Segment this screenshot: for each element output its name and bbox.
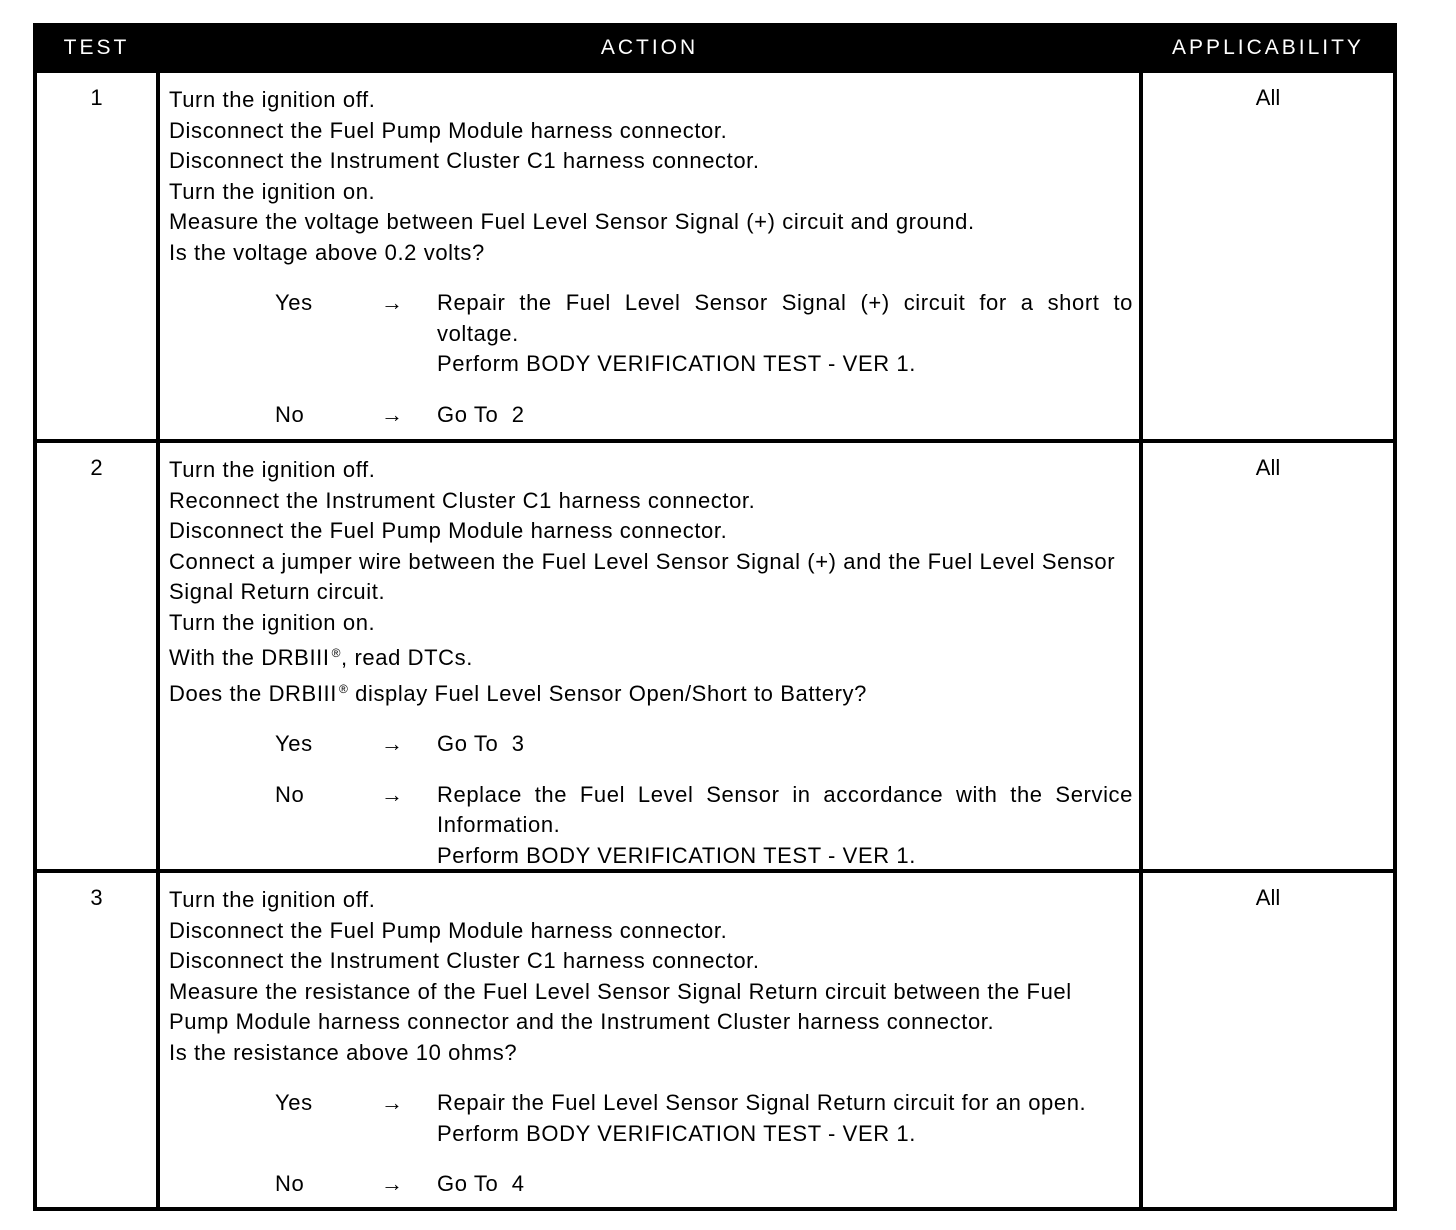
- step: Turn the ignition off.: [169, 887, 376, 912]
- yes-label: Yes: [275, 1090, 313, 1115]
- step: Disconnect the Fuel Pump Module harness connector.: [169, 917, 728, 943]
- result-line: Go To 4: [437, 1171, 525, 1196]
- step: Connect a jumper wire between the Fuel Level Sensor Signal (+) and the Fuel Level Sensor Signal Return circuit.: [169, 548, 1122, 604]
- step: Turn the ignition off.: [169, 457, 376, 482]
- arrow-icon: →: [381, 731, 404, 756]
- result-line: Repair the Fuel Level Sensor Signal (+) circuit for a short to voltage.: [437, 290, 1140, 346]
- step: Is the resistance above 10 ohms?: [169, 1039, 518, 1065]
- test-action: [156, 873, 1143, 1207]
- step-text: display Fuel Level Sensor Open/Short to Battery?: [348, 680, 867, 706]
- yes-outcome: [169, 1088, 1133, 1149]
- result-line: Repair the Fuel Level Sensor Signal Return circuit for an open.: [437, 1090, 1087, 1115]
- test-row-2: [37, 439, 1393, 869]
- step: [169, 674, 1133, 710]
- arrow-icon: →: [381, 1171, 404, 1196]
- arrow-icon: →: [381, 290, 404, 315]
- yes-result: [437, 729, 1133, 760]
- test-row-3: [37, 869, 1393, 1207]
- no-outcome: [169, 780, 1140, 872]
- registered-mark: ®: [338, 681, 349, 696]
- yes-outcome: [169, 288, 1140, 380]
- result-line: Perform BODY VERIFICATION TEST - VER 1.: [437, 351, 916, 376]
- step-text: Does the DRBIII: [169, 680, 337, 706]
- step: Turn the ignition on.: [169, 609, 376, 635]
- yes-result: [437, 288, 1140, 380]
- yes-outcome: [169, 729, 1133, 760]
- step-text: , read DTCs.: [341, 645, 473, 670]
- step-text: With the DRBIII: [169, 645, 330, 670]
- step: Disconnect the Fuel Pump Module harness connector.: [169, 518, 728, 543]
- step: Reconnect the Instrument Cluster C1 harness connector.: [169, 487, 756, 513]
- result-line: Perform BODY VERIFICATION TEST - VER 1.: [437, 842, 916, 868]
- result-line: Go To 3: [437, 731, 525, 756]
- registered-mark: ®: [331, 646, 342, 660]
- table-header: [37, 27, 1393, 69]
- no-result: [437, 1169, 1133, 1200]
- header-test: TEST: [63, 36, 130, 59]
- test-applicability: All: [1255, 455, 1281, 480]
- no-label: No: [275, 1171, 305, 1196]
- test-number: 3: [90, 885, 103, 910]
- test-applicability: All: [1255, 885, 1281, 910]
- no-outcome: [169, 1169, 1133, 1200]
- result-line: Go To 2: [437, 401, 525, 427]
- step: Measure the voltage between Fuel Level Sensor Signal (+) circuit and ground.: [169, 209, 975, 234]
- test-action: [156, 73, 1143, 439]
- arrow-icon: →: [381, 401, 404, 427]
- yes-label: Yes: [275, 290, 313, 315]
- yes-result: [437, 1088, 1133, 1149]
- test-number: 1: [90, 85, 103, 110]
- step: Disconnect the Instrument Cluster C1 harness connector.: [169, 948, 760, 973]
- no-label: No: [275, 401, 305, 427]
- step: Disconnect the Fuel Pump Module harness connector.: [169, 117, 728, 143]
- step: Measure the resistance of the Fuel Level Sensor Signal Return circuit between the Fuel Pump Module harness connector and the Instrument Cluster harness connector.: [169, 978, 1079, 1034]
- no-result: [437, 400, 1133, 431]
- diagnostic-test-table: [33, 23, 1397, 1211]
- header-applicability: APPLICABILITY: [1172, 36, 1364, 59]
- step: Turn the ignition on.: [169, 178, 376, 204]
- step: Turn the ignition off.: [169, 87, 376, 112]
- no-label: No: [275, 781, 305, 807]
- step: Disconnect the Instrument Cluster C1 harness connector.: [169, 148, 760, 173]
- no-outcome: [169, 400, 1133, 431]
- step: [169, 638, 1133, 674]
- result-line: Perform BODY VERIFICATION TEST - VER 1.: [437, 1120, 916, 1146]
- test-number: 2: [90, 455, 103, 480]
- arrow-icon: →: [381, 781, 404, 807]
- test-row-1: [37, 69, 1393, 439]
- arrow-icon: →: [381, 1090, 404, 1115]
- step: Is the voltage above 0.2 volts?: [169, 239, 485, 265]
- header-action: ACTION: [600, 36, 699, 59]
- no-result: [437, 780, 1140, 872]
- test-action: [156, 443, 1143, 869]
- test-applicability: All: [1255, 85, 1281, 110]
- yes-label: Yes: [275, 731, 313, 756]
- result-line: Replace the Fuel Level Sensor in accordance with the Service Information.: [437, 781, 1140, 837]
